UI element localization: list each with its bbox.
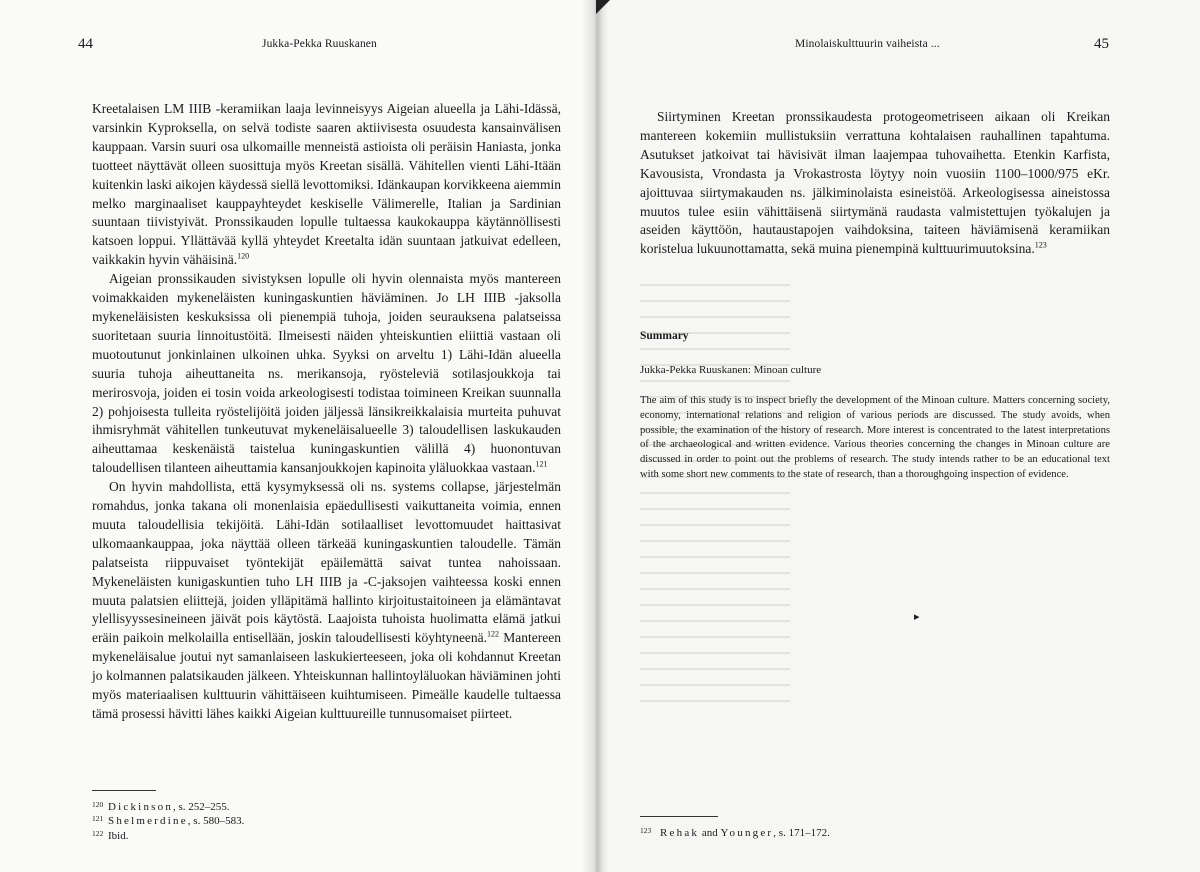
paragraph-text: Kreetalaisen LM IIIB -keramiikan laaja levinneisyys Aigeian alueella ja Lähi-Idässä, varsinkin Kyproksella, on selvä todiste saaren aktiivisesta osuudesta kansainvälisen kauppaan. Varsin suuri osa ulkomaille menneistä astioista oli peräisin Haniasta, jonka tuotteet näyttävät olleen suosittuja myös Kreetan sisällä. Vähitellen vienti Lähi-Itään kuitenkin laski aikojen käydessä siellä levottomiksi. Idänkaupan korvikkeena aiemmin melko marginaaliset kauppayhteydet keskiselle Välimerelle, Italian ja Sardinian suuntaan tiivistyivät. Pronssikauden lopulle tultaessa kaukokauppa käytännöllisesti katsoen loppui. Yllättävää kyllä yhteydet Kreetalta idän suuntaan jatkuivat edelleen, vaikkakin hyvin vähäisinä. (92, 101, 561, 268)
paragraph-text: On hyvin mahdollista, että kysymyksessä oli ns. systems collapse, järjestelmän romahdus, jonka takana oli monenlaisia epäedullisesti vaikuttaneita voimia, ennen muuta taloudellisia tekijöitä. Lähi-Idän sotilaalliset levottomuudet haittasivat ulkomaankauppaa, joka näyttää olleen tärkeää kuningaskuntien taloudelle. Tämän palatseista riippuvaiset työntekijät epäilemättä saivat tuntea nahoissaan. Mykeneläisten kunigaskuntien tuho LH IIIB ja -C-jaksojen vaihteessa koski ennen muuta palatsien eliittejä, joiden ylläpitämä hallinto kirjoitustaitoineen ja elämäntavat ylellisyyssesineineen jäivät pois käytöstä. Laajoista tuhoista huolimatta elämä jatkui eräin paikoin melkolailla entisellään, joskin taloudellisesti köyhtyneenä. (92, 479, 561, 646)
footnote-author: Younger (720, 827, 774, 839)
footnote-number: 120 (92, 800, 104, 809)
footnotes (92, 800, 244, 843)
footnote-ref[interactable]: 121 (535, 459, 548, 469)
footnotes (640, 826, 830, 840)
running-head: Minolaiskulttuurin vaiheista ... (795, 38, 940, 50)
page-number: 45 (1094, 36, 1109, 52)
paragraph-text: Aigeian pronssikauden sivistyksen lopulle oli hyvin olennaista myös mantereen voimakkaiden mykeneläisten kuningaskuntien häviäminen. Jo LH IIIB -jaksolla mykeneläisisten keskuksissa oli pienempiä tuhoja, joiden seurauksena palatseissa suoritetaan suuria linnoitustöitä. Ilmeisesti näiden yhteiskuntien eliittiä vastaan oli muotoutunut jonkinlainen ulkoinen uhka. Syyksi on arveltu 1) Lähi-Idän alueella suuria tuhoja aiheuttaneita ns. merikansoja, ryösteleviä sotilasjoukkoja tai merirosvoja, joiden ei tosin voida arkeologisesti todistaa toimineen Kreikan suunnalla 2) pohjoisesta tulleita ryöstelijöitä joiden jäljessä länsikreikkalaisia murteita puhuvat ihmisryhmät vähitellen tunkeutuvat mykeneläisalueelle 3) taloudellisen laskukauden aiheuttamaa keskenäistä taistelua kuningaskuntien välillä 4) huonontuvan taloudellisen tilanteen aiheuttamia kansanjoukkojen kapinoita yläluokkaa vastaan. (92, 271, 561, 476)
left-page (0, 0, 596, 872)
footnote-ref[interactable]: 122 (487, 629, 500, 639)
footnote-conj: and (699, 827, 721, 839)
paragraph (92, 478, 561, 724)
summary-byline: Jukka-Pekka Ruuskanen: Minoan culture (640, 364, 822, 376)
footnote-author: Rehak (660, 827, 700, 839)
stray-mark: ▸ (914, 611, 920, 623)
footnote (92, 814, 244, 828)
footnote (640, 826, 830, 840)
page-number: 44 (78, 36, 93, 52)
footnote-number: 122 (92, 828, 104, 838)
footnote-rule (640, 816, 718, 817)
footnote-ref-text: , s. 252–255. (173, 801, 230, 813)
footnote-rule (92, 790, 156, 791)
footnote (92, 829, 244, 843)
body-text (640, 108, 1110, 259)
paragraph-text: Siirtyminen Kreetan pronssikaudesta protogeometriseen aikaan oli Kreikan mantereen kokemiin mullistuksiin verrattuna kohtalaisen rauhallinen tapahtuma. Asutukset jatkoivat tai hävisivät ilman laajempaa tuhovaihetta. Etenkin Karfista, Kavousista, Vrondasta ja Vrokastrosta löytyy noin vuosiin 1100–1000/975 eKr. ajoittuvaa siirtymakauden ns. jälkiminolaista esineistöä. Arkeologisessa aineistossa muutos tulee esiin vähittäisenä siirtymänä raudasta valmistettujen työkalujen ja aseiden käyttöön, hautaustapojen vaihdoksina, taiteen häviämisenä keramiikan koristelua lukuunottamatta, sekä muina pienempinä kulttuurimuutoksina. (640, 109, 1110, 257)
paragraph-text: Mantereen mykeneläisalue joutui nyt samanlaiseen laskukierteeseen, joka oli kohdannut Kreetan jo kolmannen palatsikauden jälkeen. Yhteiskunnan hallintoyläluokan häviäminen johti myös materiaalisen kulttuurin vähittäiseen kuihtumiseen. Pimeälle kaudelle tultaessa tämä prosessi hävitti lähes kaikki Aigeian kulttuureille tunnusomaiset piirteet. (92, 630, 561, 721)
footnote-ref-text: Ibid. (108, 829, 129, 842)
footnote-author: Shelmerdine (108, 815, 188, 828)
footnote-number: 121 (92, 814, 104, 824)
footnote-number: 123 (640, 826, 652, 835)
summary-heading: Summary (640, 330, 689, 342)
paragraph (640, 108, 1110, 259)
paragraph (92, 270, 561, 478)
footnote-ref[interactable]: 123 (1034, 240, 1047, 250)
footnote-author: Dickinson (108, 801, 174, 813)
body-text (92, 100, 561, 724)
summary-text (640, 394, 1110, 483)
summary-paragraph: The aim of this study is to inspect briefly the development of the Minoan culture. Matters concerning society, economy, international relations and religion of various periods are discussed. The study avoids, when possible, the examination of the history of research. More interest is concentrated to the latest interpretations of the archaeological and written evidence. Various theories concerning the changes in Minoan culture are discussed in order to point out the problems of research. The study intends rather to be an educational text with some short new comments to the state of research, than a thoroughgoing inspection of evidence. (640, 395, 1110, 480)
footnote-ref-text: , s. 171–172. (773, 827, 830, 839)
paragraph (92, 100, 561, 270)
running-head: Jukka-Pekka Ruuskanen (262, 38, 377, 50)
footnote (92, 800, 244, 814)
book-gutter (582, 0, 608, 872)
footnote-ref-text: , s. 580–583. (187, 815, 245, 828)
footnote-ref[interactable]: 120 (237, 251, 250, 261)
